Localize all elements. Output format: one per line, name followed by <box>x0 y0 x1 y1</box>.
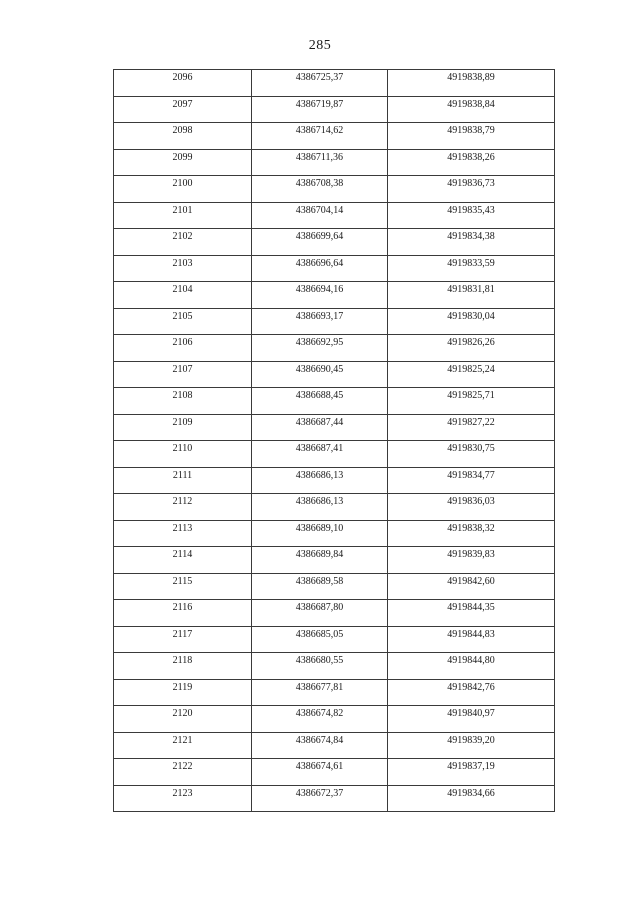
point-number-cell: 2102 <box>114 229 252 256</box>
y-coordinate-cell: 4919833,59 <box>388 255 555 282</box>
x-coordinate-cell: 4386690,45 <box>252 361 388 388</box>
y-coordinate-cell: 4919837,19 <box>388 759 555 786</box>
x-coordinate-cell: 4386677,81 <box>252 679 388 706</box>
x-coordinate-cell: 4386688,45 <box>252 388 388 415</box>
table-row <box>114 785 555 812</box>
coordinates-table <box>113 69 555 812</box>
table-row <box>114 441 555 468</box>
x-coordinate-cell: 4386685,05 <box>252 626 388 653</box>
point-number-cell: 2099 <box>114 149 252 176</box>
x-coordinate-cell: 4386674,82 <box>252 706 388 733</box>
table-row <box>114 96 555 123</box>
point-number-cell: 2119 <box>114 679 252 706</box>
x-coordinate-cell: 4386696,64 <box>252 255 388 282</box>
point-number-cell: 2107 <box>114 361 252 388</box>
table-row <box>114 255 555 282</box>
y-coordinate-cell: 4919838,32 <box>388 520 555 547</box>
point-number-cell: 2116 <box>114 600 252 627</box>
point-number-cell: 2110 <box>114 441 252 468</box>
point-number-cell: 2096 <box>114 70 252 97</box>
x-coordinate-cell: 4386689,58 <box>252 573 388 600</box>
x-coordinate-cell: 4386672,37 <box>252 785 388 812</box>
table-row <box>114 653 555 680</box>
table-row <box>114 706 555 733</box>
x-coordinate-cell: 4386674,61 <box>252 759 388 786</box>
table-row <box>114 70 555 97</box>
point-number-cell: 2112 <box>114 494 252 521</box>
point-number-cell: 2106 <box>114 335 252 362</box>
point-number-cell: 2117 <box>114 626 252 653</box>
x-coordinate-cell: 4386687,41 <box>252 441 388 468</box>
y-coordinate-cell: 4919836,03 <box>388 494 555 521</box>
table-row <box>114 679 555 706</box>
y-coordinate-cell: 4919834,77 <box>388 467 555 494</box>
x-coordinate-cell: 4386686,13 <box>252 467 388 494</box>
point-number-cell: 2105 <box>114 308 252 335</box>
x-coordinate-cell: 4386714,62 <box>252 123 388 150</box>
y-coordinate-cell: 4919840,97 <box>388 706 555 733</box>
y-coordinate-cell: 4919826,26 <box>388 335 555 362</box>
point-number-cell: 2108 <box>114 388 252 415</box>
table-row <box>114 308 555 335</box>
y-coordinate-cell: 4919844,35 <box>388 600 555 627</box>
y-coordinate-cell: 4919825,71 <box>388 388 555 415</box>
coordinates-table-body <box>114 70 555 812</box>
y-coordinate-cell: 4919844,80 <box>388 653 555 680</box>
x-coordinate-cell: 4386689,84 <box>252 547 388 574</box>
x-coordinate-cell: 4386704,14 <box>252 202 388 229</box>
point-number-cell: 2118 <box>114 653 252 680</box>
table-row <box>114 123 555 150</box>
x-coordinate-cell: 4386680,55 <box>252 653 388 680</box>
x-coordinate-cell: 4386719,87 <box>252 96 388 123</box>
table-row <box>114 229 555 256</box>
table-row <box>114 176 555 203</box>
y-coordinate-cell: 4919830,75 <box>388 441 555 468</box>
table-row <box>114 547 555 574</box>
y-coordinate-cell: 4919838,84 <box>388 96 555 123</box>
x-coordinate-cell: 4386687,44 <box>252 414 388 441</box>
table-row <box>114 520 555 547</box>
y-coordinate-cell: 4919839,20 <box>388 732 555 759</box>
table-row <box>114 335 555 362</box>
table-row <box>114 626 555 653</box>
x-coordinate-cell: 4386725,37 <box>252 70 388 97</box>
y-coordinate-cell: 4919838,79 <box>388 123 555 150</box>
y-coordinate-cell: 4919844,83 <box>388 626 555 653</box>
point-number-cell: 2113 <box>114 520 252 547</box>
table-row <box>114 467 555 494</box>
y-coordinate-cell: 4919831,81 <box>388 282 555 309</box>
table-row <box>114 600 555 627</box>
y-coordinate-cell: 4919836,73 <box>388 176 555 203</box>
y-coordinate-cell: 4919834,38 <box>388 229 555 256</box>
table-row <box>114 759 555 786</box>
y-coordinate-cell: 4919842,76 <box>388 679 555 706</box>
x-coordinate-cell: 4386687,80 <box>252 600 388 627</box>
x-coordinate-cell: 4386694,16 <box>252 282 388 309</box>
y-coordinate-cell: 4919834,66 <box>388 785 555 812</box>
table-row <box>114 282 555 309</box>
y-coordinate-cell: 4919842,60 <box>388 573 555 600</box>
table-row <box>114 388 555 415</box>
page-number: 285 <box>308 38 332 53</box>
y-coordinate-cell: 4919830,04 <box>388 308 555 335</box>
x-coordinate-cell: 4386686,13 <box>252 494 388 521</box>
point-number-cell: 2111 <box>114 467 252 494</box>
x-coordinate-cell: 4386674,84 <box>252 732 388 759</box>
point-number-cell: 2097 <box>114 96 252 123</box>
table-row <box>114 573 555 600</box>
y-coordinate-cell: 4919825,24 <box>388 361 555 388</box>
x-coordinate-cell: 4386708,38 <box>252 176 388 203</box>
x-coordinate-cell: 4386693,17 <box>252 308 388 335</box>
point-number-cell: 2098 <box>114 123 252 150</box>
point-number-cell: 2103 <box>114 255 252 282</box>
table-row <box>114 414 555 441</box>
x-coordinate-cell: 4386711,36 <box>252 149 388 176</box>
point-number-cell: 2123 <box>114 785 252 812</box>
y-coordinate-cell: 4919835,43 <box>388 202 555 229</box>
table-row <box>114 149 555 176</box>
y-coordinate-cell: 4919827,22 <box>388 414 555 441</box>
point-number-cell: 2120 <box>114 706 252 733</box>
y-coordinate-cell: 4919839,83 <box>388 547 555 574</box>
y-coordinate-cell: 4919838,89 <box>388 70 555 97</box>
table-row <box>114 494 555 521</box>
x-coordinate-cell: 4386699,64 <box>252 229 388 256</box>
y-coordinate-cell: 4919838,26 <box>388 149 555 176</box>
point-number-cell: 2100 <box>114 176 252 203</box>
table-row <box>114 732 555 759</box>
table-row <box>114 361 555 388</box>
point-number-cell: 2115 <box>114 573 252 600</box>
point-number-cell: 2114 <box>114 547 252 574</box>
point-number-cell: 2121 <box>114 732 252 759</box>
x-coordinate-cell: 4386692,95 <box>252 335 388 362</box>
table-row <box>114 202 555 229</box>
point-number-cell: 2104 <box>114 282 252 309</box>
x-coordinate-cell: 4386689,10 <box>252 520 388 547</box>
point-number-cell: 2122 <box>114 759 252 786</box>
point-number-cell: 2109 <box>114 414 252 441</box>
point-number-cell: 2101 <box>114 202 252 229</box>
